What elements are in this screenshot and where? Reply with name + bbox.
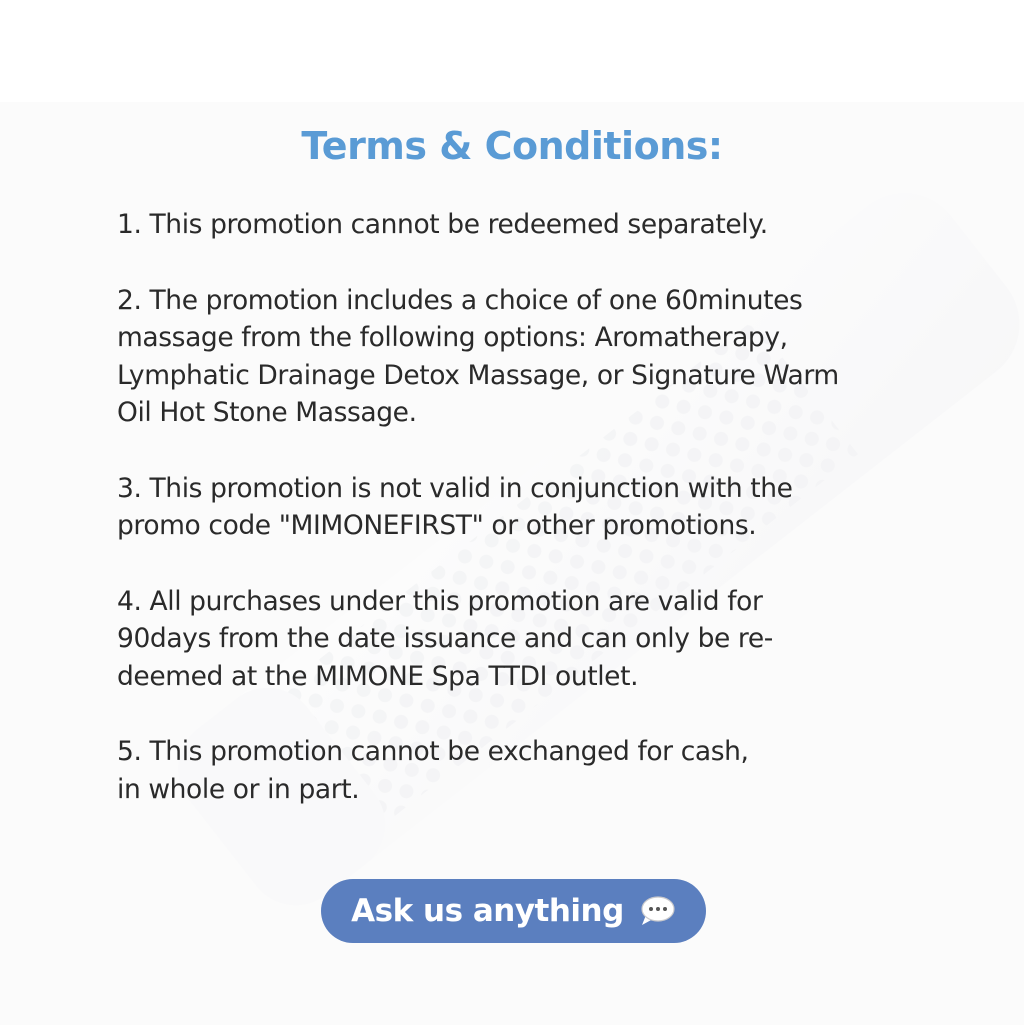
term-item: 3. This promotion is not valid in conjunction with the promo code "MIMONEFIRST" or other promotions. (117, 472, 793, 541)
term-item: 4. All purchases under this promotion are valid for 90days from the date issuance and can only be re- deemed at the MIMONE Spa TTDI outlet. (117, 585, 773, 692)
speech-bubble-icon (638, 895, 676, 927)
term-item: 5. This promotion cannot be exchanged for cash, in whole or in part. (117, 736, 749, 805)
ask-us-anything-label: Ask us anything (351, 893, 624, 929)
term-item: 1. This promotion cannot be redeemed separately. (117, 209, 768, 240)
ask-us-anything-button[interactable] (321, 879, 706, 943)
top-band (0, 0, 1024, 102)
term-item: 2. The promotion includes a choice of one 60minutes massage from the following options: Aromatherapy, Lymphatic Drainage Detox Massage, or Signature Warm Oil Hot Stone Massage. (117, 284, 839, 428)
page-title: Terms & Conditions: (301, 124, 723, 168)
terms-list (117, 206, 917, 846)
